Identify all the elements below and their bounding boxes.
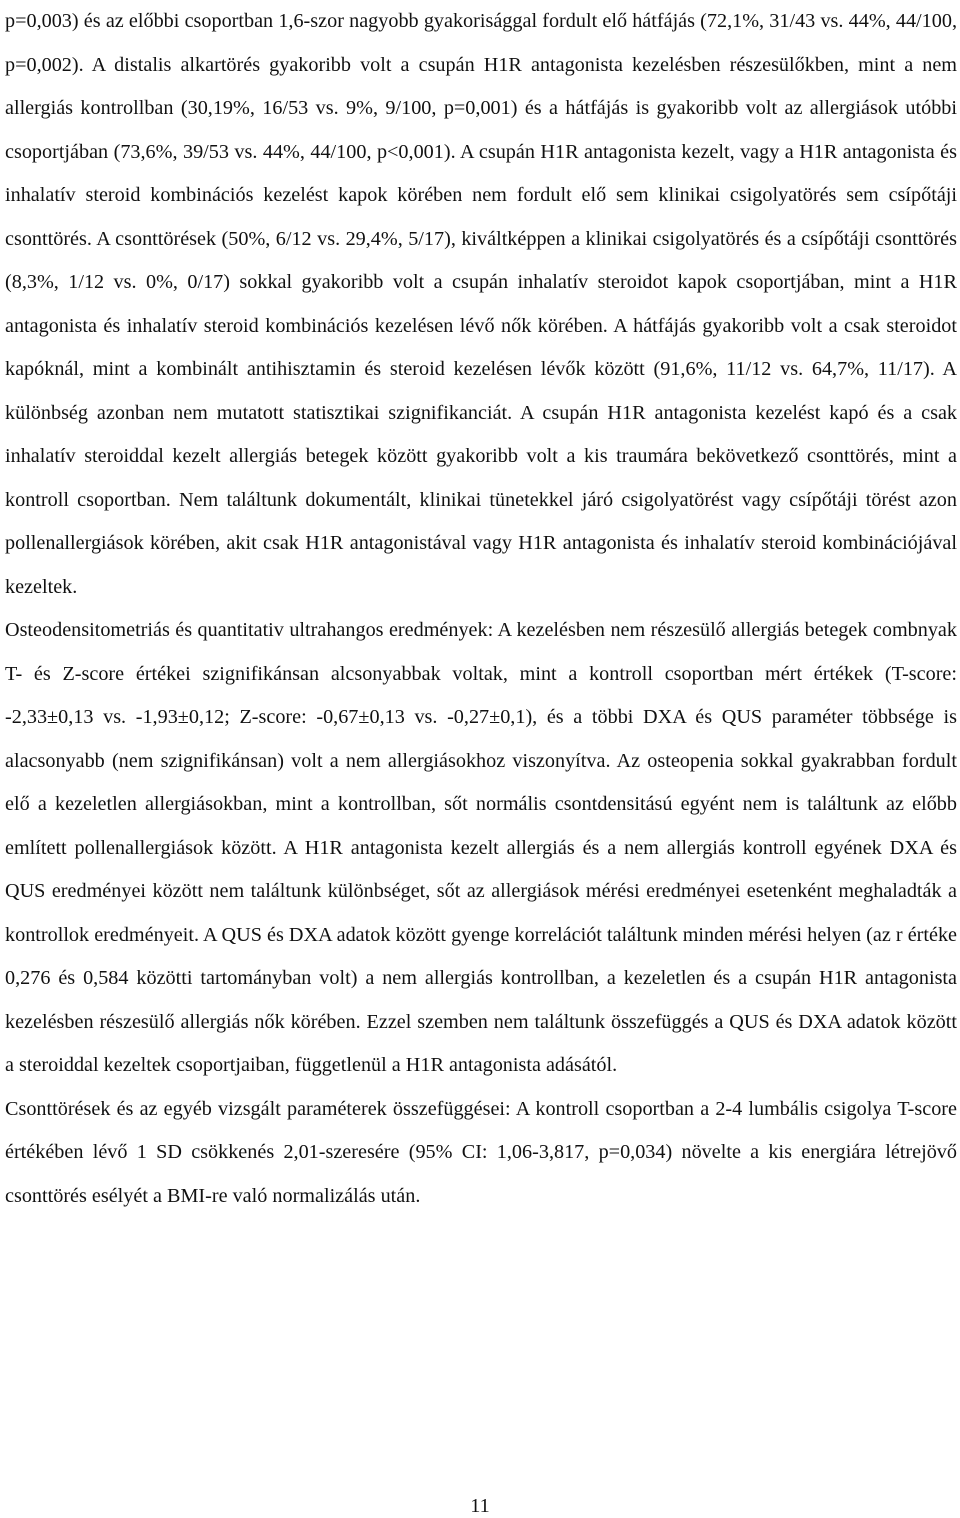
paragraph-fracture-results: p=0,003) és az előbbi csoportban 1,6-szor nagyobb gyakorisággal fordult elő hátfájás (72,1%, 31/43 vs. 44%, 44/100, p=0,002). A distalis alkartörés gyakoribb volt a csupán H1R antagonista kezelésben részesülőkben, mint a nem allergiás kontrollban (30,19%, 16/53 vs. 9%, 9/100, p=0,001) és a hátfájás is gyakoribb volt az allergiások utóbbi csoportjában (73,6%, 39/53 vs. 44%, 44/100, p<0,001). A csupán H1R antagonista kezelt, vagy a H1R antagonista és inhalatív steroid kombinációs kezelést kapok körében nem fordult elő sem klinikai csigolyatörés sem csípőtáji csonttörés. A csonttörések (50%, 6/12 vs. 29,4%, 5/17), kiváltképpen a klinikai csigolyatörés és a csípőtáji csonttörés (8,3%, 1/12 vs. 0%, 0/17) sokkal gyakoribb volt a csupán inhalatív steroidot kapok csoportjában, mint a H1R antagonista és inhalatív steroid kombinációs kezelésen lévő nők körében. A hátfájás gyakoribb volt a csak steroidot kapóknál, mint a kombinált antihisztamin és steroid kezelésen lévők között (91,6%, 11/12 vs. 64,7%, 11/17). A különbség azonban nem mutatott statisztikai szignifikanciát. A csupán H1R antagonista kezelést kapó és a csak inhalatív steroiddal kezelt allergiás betegek között gyakoribb volt a kis traumára bekövetkező csonttörés, mint a kontroll csoportban. Nem találtunk dokumentált, klinikai tünetekkel járó csigolyatörést vagy csípőtáji törést azon pollenallergiások körében, akit csak H1R antagonistával vagy H1R antagonista és inhalatív steroid kombinációjával kezeltek.: [5, 10, 957, 598]
paragraph-fracture-correlations: Csonttörések és az egyéb vizsgált paraméterek összefüggései: A kontroll csoportban a 2-4 lumbális csigolya T-score értékében lévő 1 SD csökkenés 2,01-szeresére (95% CI: 1,06-3,817, p=0,034) növelte a kis energiára létrejövő csonttörés esélyét a BMI-re való normalizálás után.: [5, 1097, 957, 1207]
document-body: [5, 0, 957, 1218]
paragraph-osteodensitometry-results: Osteodensitometriás és quantitativ ultrahangos eredmények: A kezelésben nem részesülő allergiás betegek combnyak T- és Z-score értékei szignifikánsan alcsonyabbak voltak, mint a kontroll csoportban mért értékek (T-score: -2,33±0,13 vs. -1,93±0,12; Z-score: -0,67±0,13 vs. -0,27±0,1), és a többi DXA és QUS paraméter többsége is alacsonyabb (nem szignifikánsan) volt a nem allergiásokhoz viszonyítva. Az osteopenia sokkal gyakrabban fordult elő a kezeletlen allergiásokban, mint a kontrollban, sőt normális csontdensitású egyént nem is találtunk az előbb említett pollenallergiások között. A H1R antagonista kezelt allergiás és a nem allergiás kontroll egyének DXA és QUS eredményei között nem találtunk különbséget, sőt az allergiások mérési eredményei esetenként meghaladták a kontrollok eredményeit. A QUS és DXA adatok között gyenge korrelációt találtunk minden mérési helyen (az r értéke 0,276 és 0,584 közötti tartományban volt) a nem allergiás kontrollban, a kezeletlen és a csupán H1R antagonista kezelésben részesülő allergiás nők körében. Ezzel szemben nem találtunk összefüggés a QUS és DXA adatok között a steroiddal kezeltek csoportjaiban, függetlenül a H1R antagonista adásától.: [5, 619, 957, 1076]
page-number: 11: [470, 1495, 490, 1517]
